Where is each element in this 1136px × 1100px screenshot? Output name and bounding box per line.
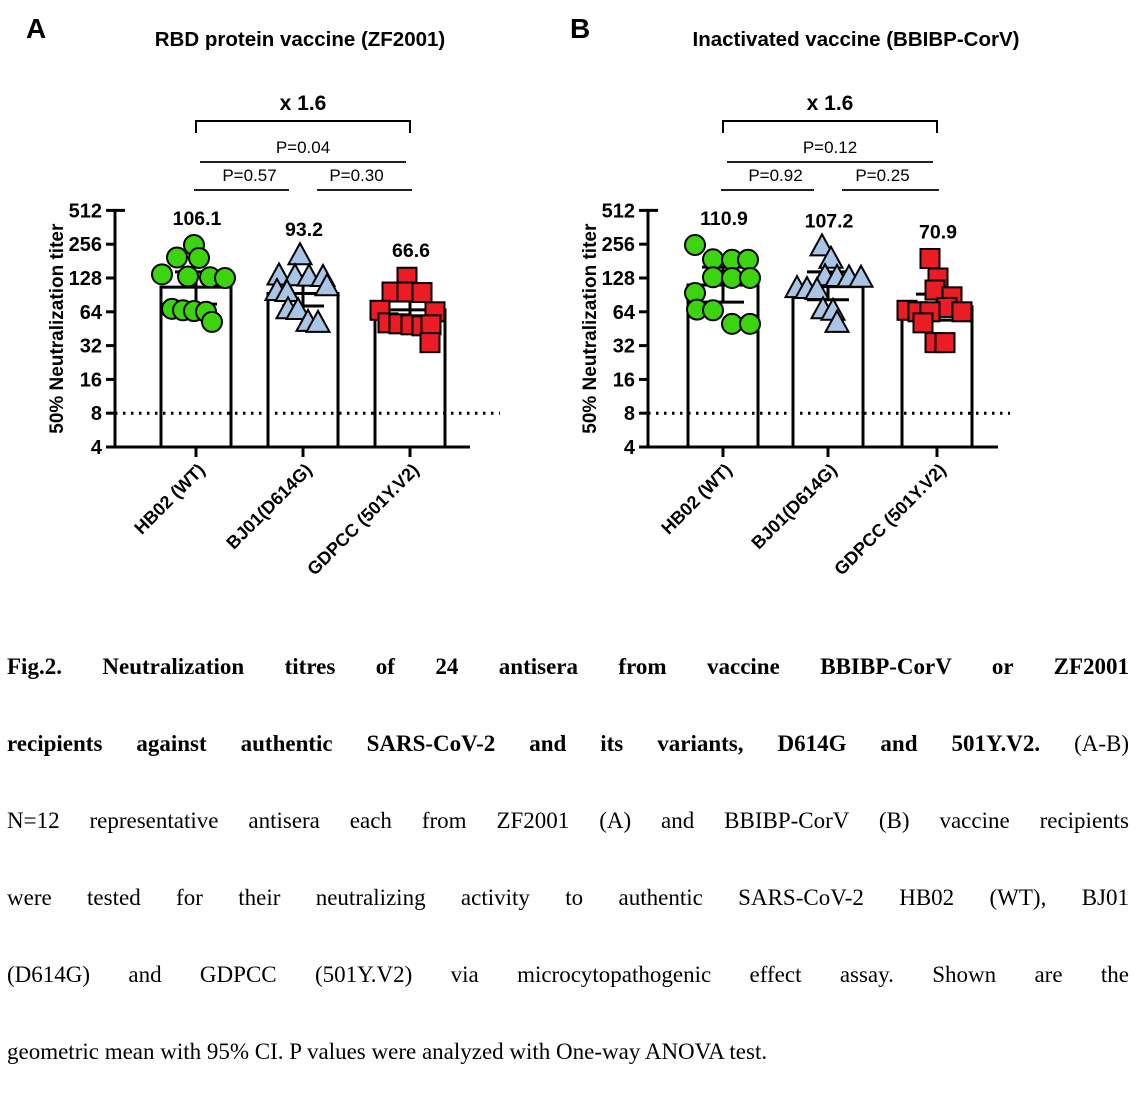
caption-text: were tested for their neutralizing activity to authentic SARS-CoV-2 HB02 (WT), BJ01 — [7, 885, 1129, 910]
caption-line — [7, 628, 1129, 705]
y-tick-label: 4 — [90, 437, 102, 459]
fold-change-label: x 1.6 — [279, 92, 327, 115]
y-tick-label: 32 — [79, 335, 102, 358]
x-tick-label: HB02 (WT) — [130, 459, 209, 539]
group-mean-label: 107.2 — [804, 210, 854, 233]
y-tick-label: 8 — [623, 403, 635, 426]
group-mean-label: 93.2 — [285, 219, 323, 242]
caption-line — [7, 936, 1129, 1013]
y-tick-label: 16 — [79, 369, 102, 392]
y-tick-label: 16 — [612, 369, 635, 392]
data-point-square — [421, 333, 440, 352]
p-value-overall: P=0.04 — [275, 138, 331, 157]
x-tick-label: HB02 (WT) — [657, 459, 736, 539]
group-mean-label: 66.6 — [392, 240, 430, 263]
panel-letter: A — [26, 13, 47, 44]
panel-title: Inactivated vaccine (BBIBP-CorV) — [692, 28, 1020, 51]
y-tick-label: 512 — [601, 200, 635, 223]
y-tick-label: 64 — [79, 301, 102, 324]
data-point-circle — [189, 248, 209, 268]
data-point-square — [914, 313, 933, 332]
y-tick-label: 128 — [68, 268, 102, 290]
caption-line — [7, 1013, 1129, 1090]
p-value-left: P=0.92 — [748, 166, 803, 185]
caption-text: (A-B) — [1040, 731, 1129, 756]
data-point-circle — [703, 300, 723, 320]
y-tick-label: 128 — [601, 268, 635, 290]
data-point-circle — [202, 312, 222, 332]
y-tick-label: 4 — [623, 437, 635, 459]
data-point-square — [936, 333, 955, 352]
x-tick-label: BJ01(D614G) — [747, 459, 841, 554]
caption-bold-text: recipients against authentic SARS-CoV-2 and its variants, D614G and 501Y.V2. — [7, 731, 1041, 756]
data-point-circle — [740, 314, 760, 334]
fold-bracket — [196, 121, 410, 133]
y-axis-title: 50% Neutralization titer — [580, 223, 601, 434]
caption-text: N=12 representative antisera each from ZF2001 (A) and BBIBP-CorV (B) vaccine recipients — [7, 808, 1129, 833]
caption-line — [7, 782, 1129, 859]
panel-b — [639, 121, 1010, 457]
data-point-circle — [152, 264, 172, 284]
fold-bracket — [723, 121, 937, 133]
data-point-triangle — [289, 243, 312, 264]
data-point-circle — [738, 250, 758, 270]
data-point-circle — [167, 247, 187, 267]
caption-text: (D614G) and GDPCC (501Y.V2) via microcytopathogenic effect assay. Shown are the — [7, 962, 1129, 987]
group-mean-label: 106.1 — [172, 207, 222, 230]
group-mean-label: 110.9 — [700, 207, 748, 230]
data-point-circle — [178, 266, 198, 286]
caption-line — [7, 859, 1129, 936]
fold-change-label: x 1.6 — [806, 92, 854, 115]
p-value-overall: P=0.12 — [802, 138, 858, 157]
y-tick-label: 8 — [90, 403, 102, 426]
p-value-right: P=0.30 — [329, 166, 384, 185]
data-point-square — [422, 315, 441, 334]
x-tick-label: BJ01(D614G) — [222, 459, 316, 554]
data-point-square — [953, 302, 972, 321]
group-mean-label: 70.9 — [919, 221, 957, 244]
y-tick-label: 512 — [68, 200, 102, 223]
data-point-square — [413, 283, 432, 302]
caption-bold-text: Fig.2. Neutralization titres of 24 antisera from vaccine BBIBP-CorV or ZF2001 — [7, 654, 1129, 679]
y-tick-label: 256 — [601, 234, 635, 257]
data-point-circle — [703, 267, 723, 287]
data-point-circle — [685, 235, 705, 255]
panel-title: RBD protein vaccine (ZF2001) — [154, 28, 446, 51]
y-tick-label: 64 — [612, 301, 635, 324]
data-point-square — [921, 249, 940, 268]
figure-caption — [0, 628, 1136, 1090]
y-axis-title: 50% Neutralization titer — [47, 223, 68, 434]
x-tick-label: GDPCC (501Y.V2) — [303, 459, 423, 580]
panel-a — [106, 121, 500, 457]
data-point-circle — [215, 268, 235, 288]
data-point-circle — [740, 268, 760, 288]
x-tick-label: GDPCC (501Y.V2) — [830, 459, 950, 580]
panel-letter: B — [570, 13, 591, 44]
p-value-left: P=0.57 — [222, 166, 277, 185]
y-tick-label: 32 — [612, 335, 635, 358]
p-value-right: P=0.25 — [855, 166, 910, 185]
caption-text: geometric mean with 95% CI. P values were analyzed with One-way ANOVA test. — [7, 1039, 768, 1064]
y-tick-label: 256 — [68, 234, 102, 257]
caption-line — [7, 705, 1129, 782]
